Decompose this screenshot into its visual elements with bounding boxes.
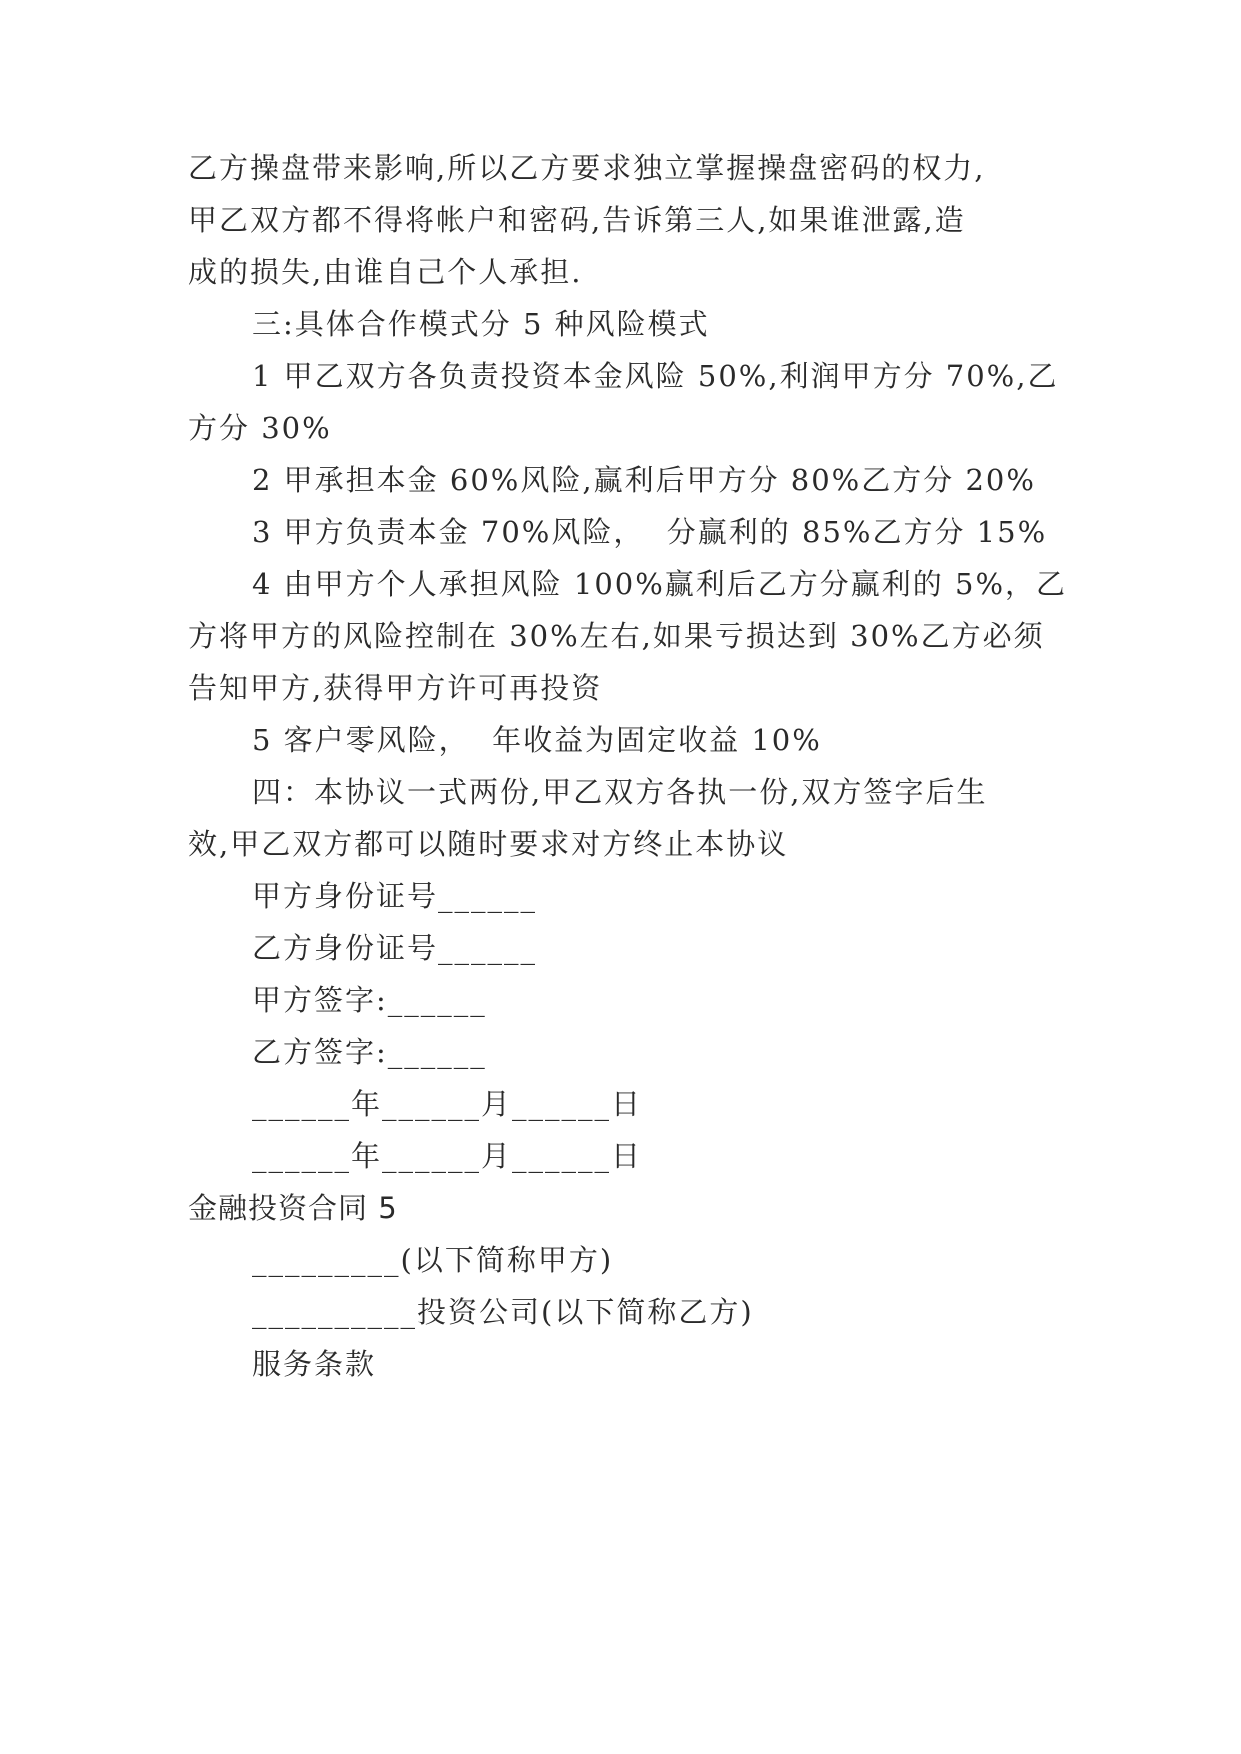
paragraph-line: 方将甲方的风险控制在 30%左右,如果亏损达到 30%乙方必须 [188, 619, 1045, 653]
party-a-signature-field: 甲方签字:______ [252, 983, 487, 1017]
date-field: ______年______月______日 [252, 1139, 643, 1173]
party-b-line: __________投资公司(以下简称乙方) [252, 1295, 754, 1329]
party-a-id-field: 甲方身份证号______ [252, 879, 538, 913]
paragraph-line: 效,甲乙双方都可以随时要求对方终止本协议 [188, 827, 789, 861]
paragraph-line: 成的损失,由谁自己个人承担. [188, 255, 583, 289]
party-b-signature-field: 乙方签字:______ [252, 1035, 487, 1069]
paragraph-line: 乙方操盘带来影响,所以乙方要求独立掌握操盘密码的权力, [188, 151, 986, 185]
paragraph-line: 方分 30% [188, 411, 332, 445]
section-heading: 四：本协议一式两份,甲乙双方各执一份,双方签字后生 [252, 775, 988, 809]
section-heading: 服务条款 [252, 1347, 377, 1381]
paragraph-line: 1 甲乙双方各负责投资本金风险 50%,利润甲方分 70%,乙 [252, 359, 1059, 393]
paragraph-line: 4 由甲方个人承担风险 100%赢利后乙方分赢利的 5%，乙 [252, 567, 1068, 601]
paragraph-line: 2 甲承担本金 60%风险,赢利后甲方分 80%乙方分 20% [252, 463, 1036, 497]
party-a-line: _________(以下简称甲方) [252, 1243, 614, 1277]
party-b-id-field: 乙方身份证号______ [252, 931, 538, 965]
paragraph-line: 告知甲方,获得甲方许可再投资 [188, 671, 603, 705]
document-title: 金融投资合同 5 [188, 1191, 398, 1225]
paragraph-line: 甲乙双方都不得将帐户和密码,告诉第三人,如果谁泄露,造 [188, 203, 966, 237]
paragraph-line: 3 甲方负责本金 70%风险， 分赢利的 85%乙方分 15% [252, 515, 1048, 549]
paragraph-line: 5 客户零风险， 年收益为固定收益 10% [252, 723, 822, 757]
date-field: ______年______月______日 [252, 1087, 643, 1121]
section-heading: 三:具体合作模式分 5 种风险模式 [252, 307, 710, 341]
